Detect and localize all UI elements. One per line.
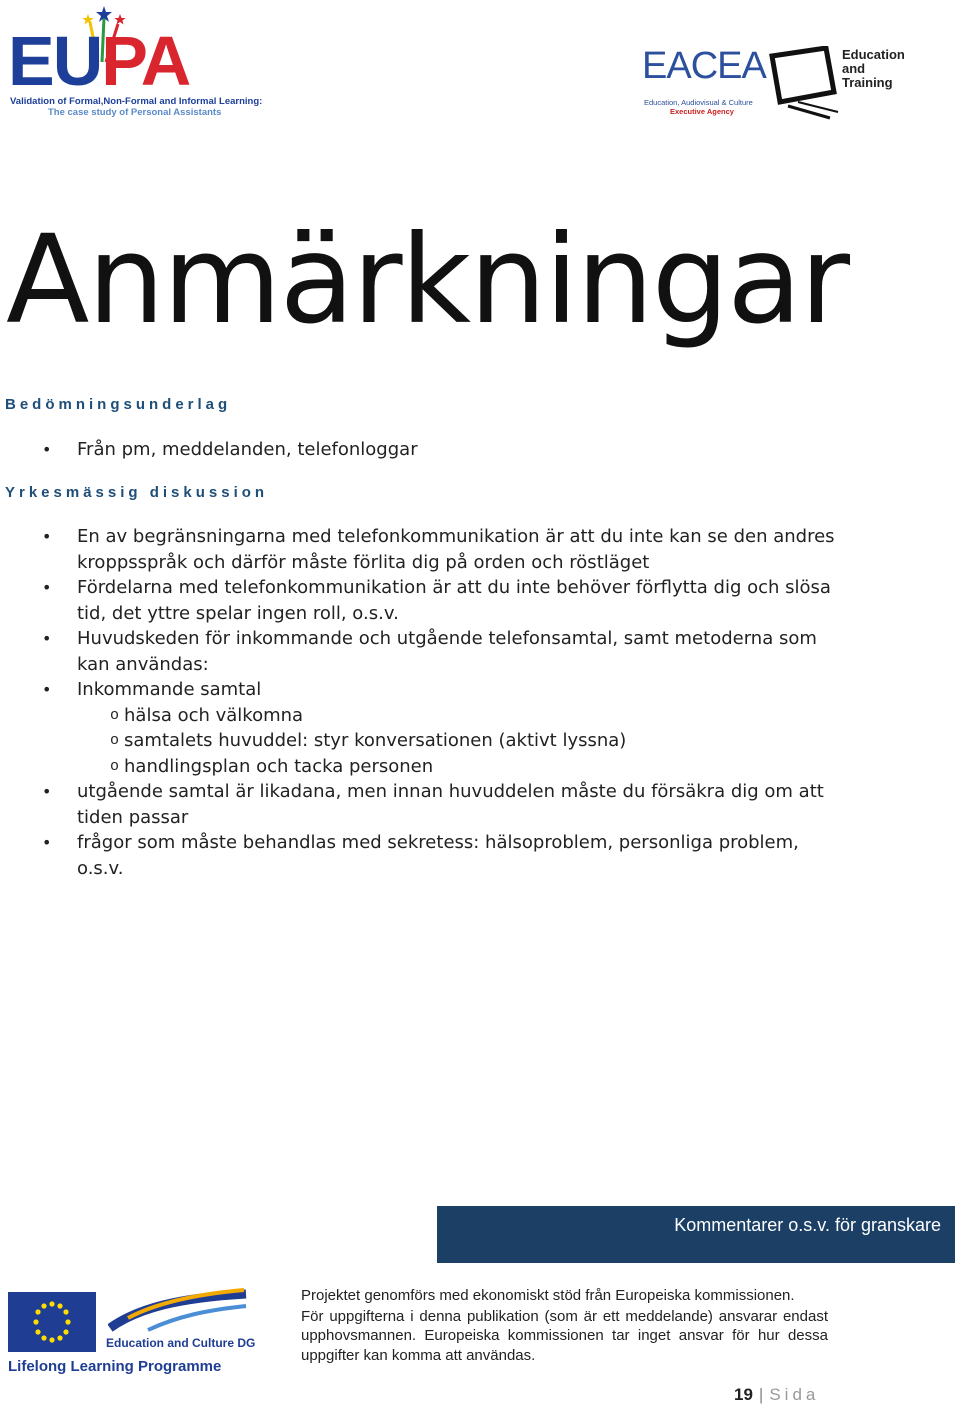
section-heading-assessment: Bedömningsunderlag — [5, 396, 232, 413]
page-title: Anmärkningar — [6, 209, 849, 351]
eacea-wordmark: EACEA — [642, 45, 766, 87]
sub-list-item: o samtalets huvuddel: styr konversationen (aktivt lyssna) — [0, 728, 960, 754]
page-number-separator: | — [758, 1385, 764, 1404]
discussion-list — [0, 524, 960, 881]
eupa-logo — [8, 4, 263, 122]
education-culture-dg-label: Education and Culture DG — [106, 1336, 256, 1350]
assessment-list — [0, 437, 960, 463]
sub-list-item: o handlingsplan och tacka personen — [0, 754, 960, 780]
eacea-subtitle: Education, Audiovisual & Culture Executive Agency — [644, 98, 753, 116]
list-item: • En av begränsningarna med telefonkommunikation är att du inte kan se den andres kroppsspråk och därför måste förlita dig på orden och röstläget — [0, 524, 960, 575]
eu-flag-icon — [8, 1292, 96, 1352]
eacea-logo — [640, 45, 766, 118]
sub-list-item: o hälsa och välkomna — [0, 703, 960, 729]
eu-llp-logo — [8, 1286, 256, 1378]
eu-stars-icon — [8, 1292, 96, 1352]
wave-icon — [108, 1288, 248, 1336]
list-item: • frågor som måste behandlas med sekretess: hälsoproblem, personliga problem, o.s.v. — [0, 830, 960, 881]
list-item: • utgående samtal är likadana, men innan huvuddelen måste du försäkra dig om att tiden passar — [0, 779, 960, 830]
education-training-logo — [768, 46, 908, 124]
list-item: • Fördelarna med telefonkommunikation är att du inte behöver förflytta dig och slösa tid, det yttre spelar ingen roll, o.s.v. — [0, 575, 960, 626]
page-label: Sida — [769, 1385, 820, 1404]
reviewer-comments-label: Kommentarer o.s.v. för granskare — [674, 1215, 941, 1235]
reviewer-comments-band — [437, 1206, 955, 1263]
funding-statement: Projektet genomförs med ekonomiskt stöd från Europeiska kommissionen. — [301, 1287, 795, 1304]
section-heading-discussion: Yrkesmässig diskussion — [5, 484, 269, 501]
list-item: • Från pm, meddelanden, telefonloggar — [0, 437, 960, 463]
page-number-value: 19 — [734, 1385, 753, 1404]
education-training-text: Education and Training — [842, 47, 905, 90]
list-item: • Huvudskeden för inkommande och utgående telefonsamtal, samt metoderna som kan användas: — [0, 626, 960, 677]
eupa-tagline: Validation of Formal,Non-Formal and Informal Learning: The case study of Personal Assistants — [10, 96, 263, 118]
page-number — [734, 1385, 819, 1405]
list-item: • Inkommande samtal — [0, 677, 960, 703]
eupa-wordmark: EUPA — [8, 22, 190, 100]
disclaimer-statement: För uppgifterna i denna publikation (som är ett meddelande) ansvarar endast upphovsmannen. Europeiska kommissionen tar inget ansvar för hur dessa uppgifter kan komma att användas. — [301, 1307, 828, 1364]
computer-monitor-icon — [768, 46, 844, 122]
footer-disclaimer — [301, 1286, 828, 1365]
lifelong-learning-label: Lifelong Learning Programme — [8, 1358, 222, 1375]
